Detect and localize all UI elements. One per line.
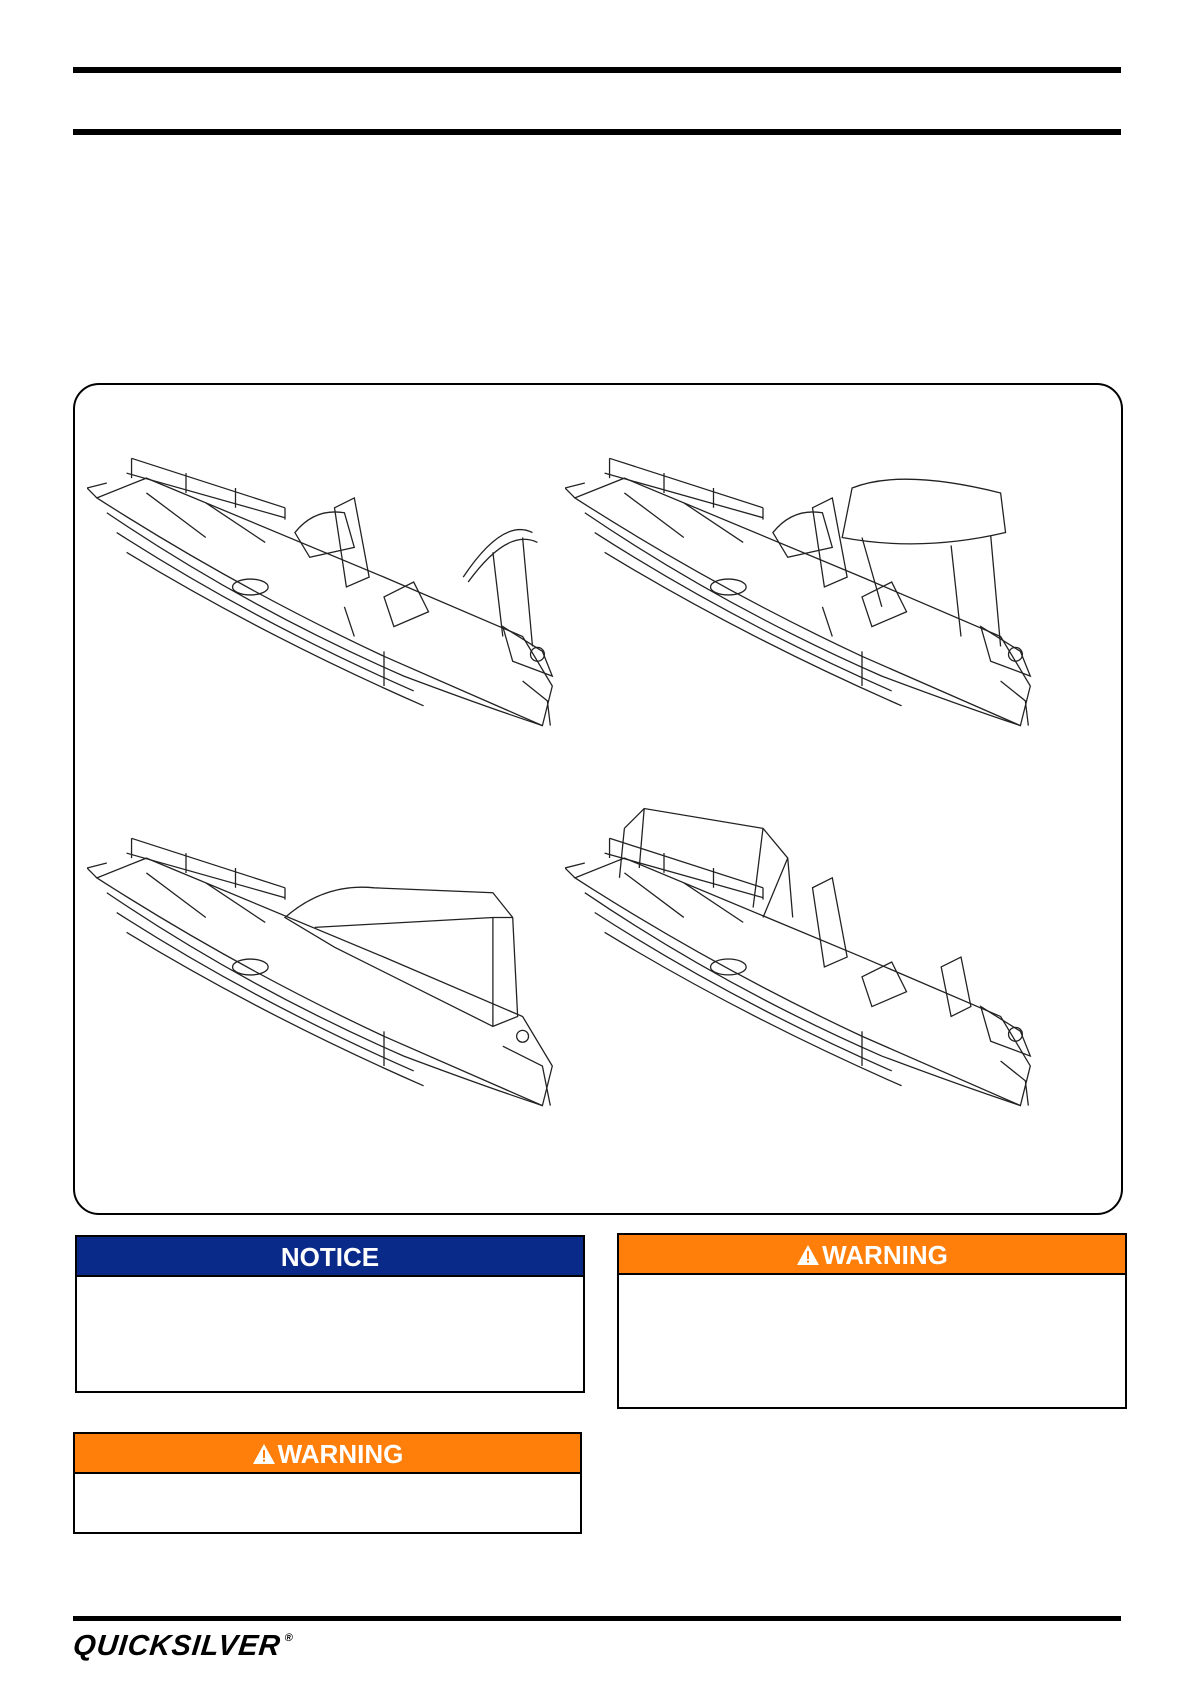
warning-title: WARNING xyxy=(822,1240,948,1270)
warning-header xyxy=(619,1235,1125,1275)
boat-illustration-full-canopy xyxy=(565,807,1060,1117)
notice-box xyxy=(75,1235,585,1393)
warning-title: WARNING xyxy=(277,1439,404,1469)
warning-box-top-right xyxy=(617,1233,1127,1409)
boat-illustration-bimini xyxy=(565,437,1060,737)
boat-illustration-console-cover xyxy=(87,817,582,1117)
boat-illustration-t-top xyxy=(87,437,582,737)
boat-illustration-frame xyxy=(73,383,1123,1215)
notice-title: NOTICE xyxy=(280,1242,380,1272)
warning-triangle-icon xyxy=(796,1247,820,1267)
registered-mark: ® xyxy=(284,1632,295,1644)
quicksilver-logo xyxy=(71,1630,294,1666)
warning-triangle-icon xyxy=(252,1446,276,1466)
brand-name: QUICKSILVER xyxy=(71,1630,283,1662)
warning-box-bottom-left xyxy=(73,1432,582,1534)
footer-rule xyxy=(73,1616,1121,1621)
header-rule-bottom xyxy=(73,129,1121,135)
header-rule-top xyxy=(73,67,1121,73)
notice-header xyxy=(77,1237,583,1277)
warning-header xyxy=(75,1434,580,1474)
